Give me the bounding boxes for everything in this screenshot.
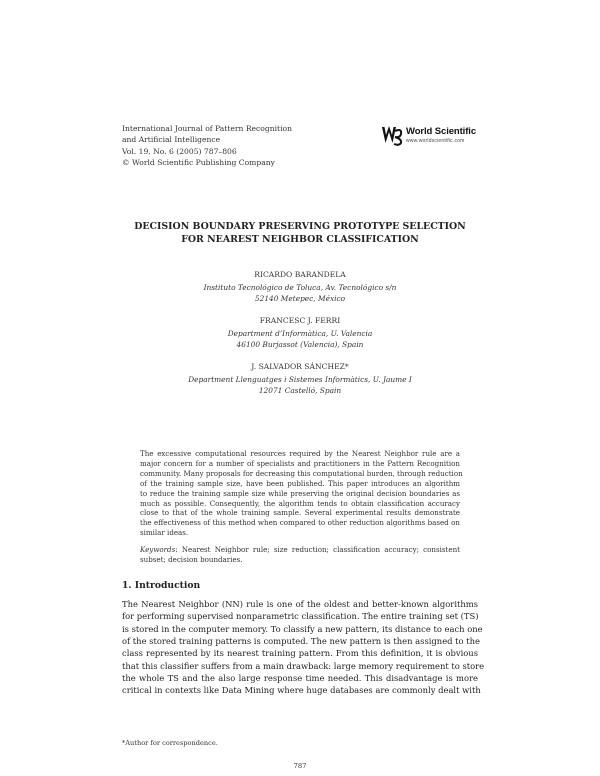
keywords bbox=[140, 545, 460, 565]
journal-line: International Journal of Pattern Recognition bbox=[122, 124, 292, 133]
journal-line: © World Scientific Publishing Company bbox=[122, 157, 275, 167]
affiliation-line: Department Llenguatges i Sistemes Informàtics, U. Jaume I bbox=[188, 375, 412, 384]
author-name: FRANCESC J. FERRI bbox=[259, 316, 341, 325]
abstract-line: much as possible. Consequently, the algorithm tends to obtain classification accuracy bbox=[140, 498, 460, 508]
abstract-line: The excessive computational resources required by the Nearest Neighbor rule are a bbox=[140, 449, 460, 458]
keywords-text: : Nearest Neighbor rule; size reduction; classification accuracy; consistent bbox=[175, 545, 460, 554]
journal-line: and Artificial Intelligence bbox=[122, 135, 221, 145]
affiliation-line: Instituto Tecnológico de Toluca, Av. Tecnológico s/n bbox=[203, 283, 397, 292]
section-heading: 1. Introduction bbox=[122, 580, 201, 591]
body-line: for performing supervised nonparametric classification. The entire training set (TS) bbox=[122, 611, 479, 622]
author-affiliation bbox=[100, 282, 500, 304]
abstract-line: major concern for a number of specialists and practitioners in the Pattern Recognition bbox=[140, 458, 460, 468]
publisher-url: www.worldscientific.com bbox=[406, 138, 465, 144]
body-line: The Nearest Neighbor (NN) rule is one of the oldest and better-known algorithms bbox=[122, 599, 478, 609]
journal-line: Vol. 19, No. 6 (2005) 787–806 bbox=[122, 146, 237, 156]
abstract-line: community. Many proposals for decreasing this computational burden, through reduction bbox=[140, 468, 463, 478]
abstract bbox=[140, 449, 463, 538]
author-affiliation bbox=[100, 328, 500, 350]
affiliation-line: 52140 Metepec, México bbox=[254, 294, 346, 303]
title-line: DECISION BOUNDARY PRESERVING PROTOTYPE SELECTION bbox=[134, 221, 466, 232]
body-line: the whole TS and the also large response time needed. This disadvantage is more bbox=[122, 673, 478, 684]
abstract-line: close to that of the whole training sample. Several experimental results demonstrate bbox=[140, 508, 460, 518]
journal-info bbox=[122, 123, 362, 168]
body-text bbox=[122, 598, 485, 697]
keywords-line bbox=[140, 545, 460, 555]
publisher-logo bbox=[381, 123, 481, 149]
world-scientific-logo-icon bbox=[381, 124, 403, 146]
body-line: that this classifier suffers from a main drawback: large memory requirement to store bbox=[122, 660, 485, 671]
keywords-label: Keywords bbox=[140, 545, 176, 554]
body-line: critical in contexts like Data Mining where huge databases are commonly dealt with bbox=[122, 685, 481, 696]
author-affiliation bbox=[100, 374, 500, 396]
body-line: class represented by its nearest training pattern. From this definition, it is obvious bbox=[122, 648, 478, 659]
footnote: *Author for correspondence. bbox=[122, 739, 218, 747]
affiliation-line: 12071 Castelló, Spain bbox=[258, 386, 342, 395]
affiliation-line: 46100 Burjassot (Valencia), Spain bbox=[236, 340, 364, 349]
keywords-line: subset; decision boundaries. bbox=[140, 554, 243, 564]
abstract-line: similar ideas. bbox=[140, 528, 189, 538]
affiliation-line: Department d’Informàtica, U. Valencia bbox=[227, 329, 373, 338]
body-line: of the stored training patterns is computed. The new pattern is then assigned to the bbox=[122, 636, 480, 647]
author-name: J. SALVADOR SÁNCHEZ* bbox=[251, 362, 349, 371]
page-number: 787 bbox=[293, 762, 307, 770]
abstract-line: the effectiveness of this method when compared to other reduction algorithms based on bbox=[140, 518, 460, 528]
paper-title bbox=[100, 220, 500, 246]
publisher-name: World Scientific bbox=[406, 126, 477, 137]
body-line: is stored in the computer memory. To classify a new pattern, its distance to each one bbox=[122, 623, 483, 634]
title-line: FOR NEAREST NEIGHBOR CLASSIFICATION bbox=[181, 234, 419, 245]
author-name: RICARDO BARANDELA bbox=[254, 270, 346, 279]
abstract-line: of the training sample size, have been published. This paper introduces an algorithm bbox=[140, 478, 460, 488]
abstract-line: to reduce the training sample size while preserving the original decision boundaries as bbox=[140, 488, 460, 498]
